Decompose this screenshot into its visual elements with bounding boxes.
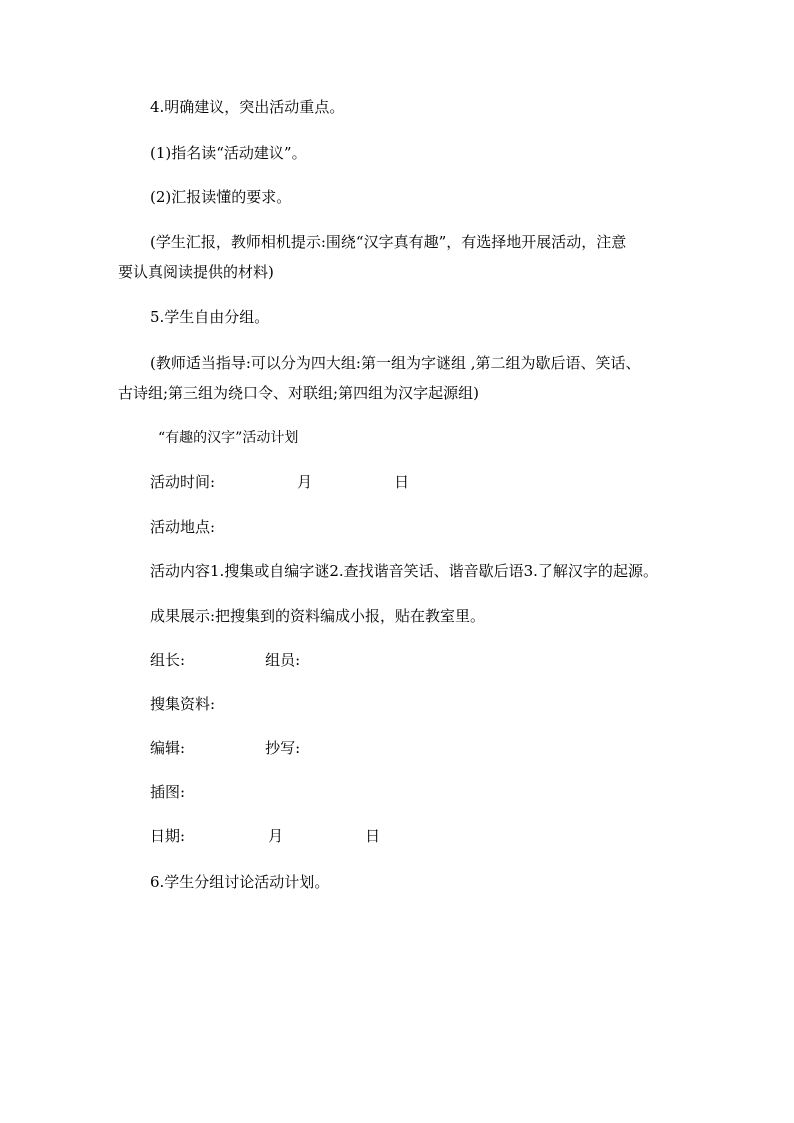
step-5-heading: 5.学生自由分组。: [150, 308, 270, 326]
step-4-heading: 4.明确建议，突出活动重点。: [150, 98, 345, 116]
plan-date-row: [150, 826, 380, 846]
plan-edit-row: [150, 738, 300, 758]
plan-editor-label: 编辑:: [150, 739, 186, 757]
plan-date-month: 月: [268, 827, 284, 845]
plan-group-row: [150, 650, 300, 670]
plan-result: 成果展示:把搜集到的资料编成小报，贴在教室里。: [150, 607, 486, 625]
step-4-item-2: (2)汇报读懂的要求。: [150, 188, 292, 206]
step-5-note-line-2: 古诗组;第三组为绕口令、对联组;第四组为汉字起源组): [118, 384, 479, 402]
plan-date-label: 日期:: [150, 827, 186, 845]
plan-time-row: [150, 472, 409, 492]
plan-time-month: 月: [297, 473, 313, 491]
plan-time-label: 活动时间:: [150, 473, 216, 491]
plan-collect-label: 搜集资料:: [150, 695, 216, 713]
plan-title: “有趣的汉字”活动计划: [158, 430, 299, 446]
step-4-note-line-1: (学生汇报，教师相机提示:围绕“汉字真有趣”，有选择地开展活动，注意: [150, 233, 627, 251]
plan-date-day: 日: [365, 827, 381, 845]
plan-member-label: 组员:: [265, 651, 301, 669]
plan-place-label: 活动地点:: [150, 518, 216, 536]
plan-copy-label: 抄写:: [265, 739, 301, 757]
step-4-item-1: (1)指名读“活动建议”。: [150, 144, 307, 162]
plan-content: 活动内容1.搜集或自编字谜2.查找谐音笑话、谐音歇后语3.了解汉字的起源。: [150, 562, 658, 580]
step-4-note-line-2: 要认真阅读提供的材料): [118, 263, 274, 281]
step-5-note-line-1: (教师适当指导:可以分为四大组:第一组为字谜组 ,第二组为歇后语、笑话、: [150, 354, 641, 372]
plan-illus-label: 插图:: [150, 783, 186, 801]
plan-leader-label: 组长:: [150, 651, 186, 669]
step-6-heading: 6.学生分组讨论活动计划。: [150, 873, 330, 891]
plan-time-day: 日: [394, 473, 410, 491]
